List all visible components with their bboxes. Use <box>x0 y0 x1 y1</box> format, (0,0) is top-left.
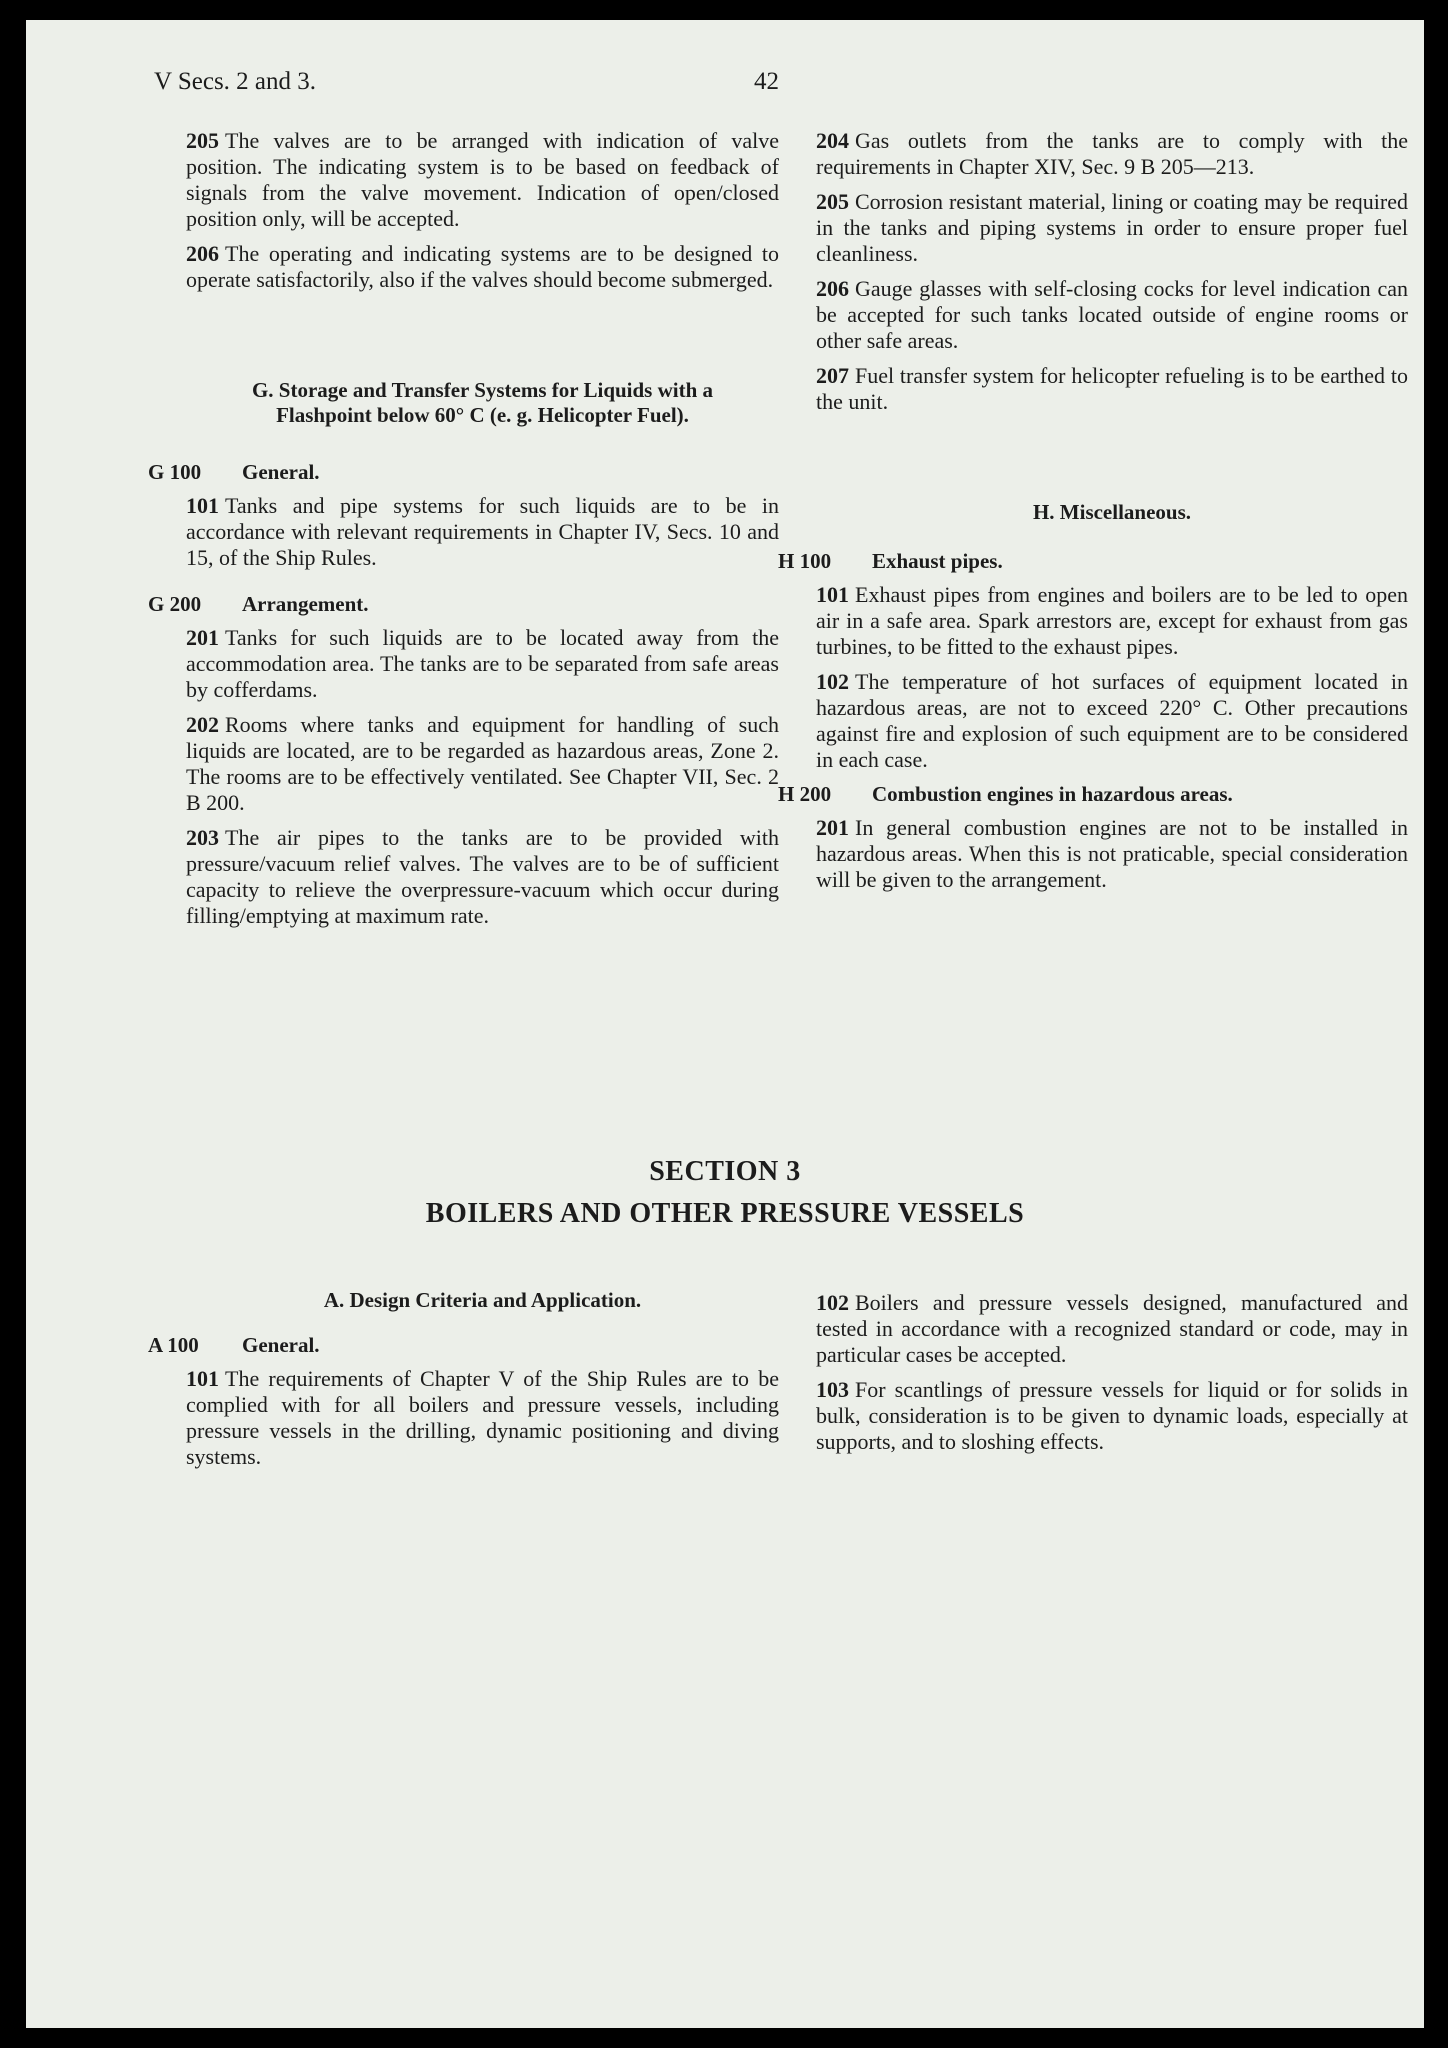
paragraph-text: The air pipes to the tanks are to be provided with pressure/vacuum relief valves. The valves are to be of sufficient capacity to relieve the overpressure-vacuum which occur during filling/emptying at maximum rate. <box>186 825 779 928</box>
subsection-g200 <box>148 592 779 617</box>
paragraph-a102 <box>816 1290 1408 1368</box>
paragraph-text: In general combustion engines are not to be installed in hazardous areas. When this is not praticable, special consideration will be given to the arrangement. <box>816 815 1408 892</box>
subsection-h100 <box>778 549 1408 574</box>
paragraph-number: 206 <box>186 241 219 266</box>
paragraph-204 <box>816 128 1408 180</box>
paragraph-h201 <box>816 815 1408 893</box>
section-a-title: A. Design Criteria and Application. <box>323 1288 642 1312</box>
paragraph-number: 201 <box>186 625 219 650</box>
paragraph-text: The operating and indicating systems are to be designed to operate satisfactorily, also if the valves should become submerged. <box>186 241 779 292</box>
paragraph-number: 102 <box>816 669 849 694</box>
paragraph-number: 205 <box>186 128 219 153</box>
paragraph-g203 <box>186 825 779 929</box>
section3-subheading: BOILERS AND OTHER PRESSURE VESSELS <box>425 1198 1025 1229</box>
paragraph-number: 102 <box>816 1290 849 1315</box>
subsection-title: Exhaust pipes. <box>872 549 1003 573</box>
document-page <box>26 20 1424 2028</box>
paragraph-a101 <box>186 1366 779 1470</box>
subsection-title: Arrangement. <box>242 592 369 616</box>
section-g-title-line2: Flashpoint below 60° C (e. g. Helicopter Fuel). <box>276 403 689 427</box>
section3-heading: SECTION 3 <box>649 1156 801 1187</box>
paragraph-a103 <box>816 1377 1408 1455</box>
paragraph-206 <box>816 276 1408 354</box>
paragraph-g101 <box>186 493 779 571</box>
subsection-title: General. <box>242 1333 320 1357</box>
paragraph-h101 <box>816 582 1408 660</box>
subsection-title: Combustion engines in hazardous areas. <box>872 782 1233 806</box>
paragraph-text: Rooms where tanks and equipment for handling of such liquids are located, are to be regarded as hazardous areas, Zone 2. The rooms are to be effectively ventilated. See Chapter VII, Sec. 2 B 200. <box>186 712 779 815</box>
paragraph-207 <box>816 363 1408 415</box>
subsection-g100 <box>148 460 779 485</box>
paragraph-number: 203 <box>186 825 219 850</box>
subsection-code: G 200 <box>148 592 202 616</box>
paragraph-number: 204 <box>816 128 849 153</box>
subsection-code: A 100 <box>148 1333 199 1357</box>
paragraph-text: Fuel transfer system for helicopter refueling is to be earthed to the unit. <box>816 363 1408 414</box>
subsection-title: General. <box>242 460 320 484</box>
section3-left-column <box>148 1288 779 1479</box>
section-g-title <box>186 378 779 428</box>
paragraph-number: 101 <box>186 493 219 518</box>
page-number: 42 <box>754 68 779 95</box>
paragraph-text: Gauge glasses with self-closing cocks for level indication can be accepted for such tanks located outside of engine rooms or other safe areas. <box>816 276 1408 353</box>
subsection-code: H 100 <box>778 549 832 573</box>
paragraph-number: 103 <box>816 1377 849 1402</box>
paragraph-text: The requirements of Chapter V of the Ship Rules are to be complied with for all boilers and pressure vessels, including pressure vessels in the drilling, dynamic positioning and diving systems. <box>186 1366 779 1469</box>
left-column-top <box>186 128 779 302</box>
running-header: V Secs. 2 and 3. <box>154 68 317 95</box>
paragraph-text: The valves are to be arranged with indication of valve position. The indicating system is to be based on feedback of signals from the valve movement. Indication of open/closed position only, will be accepted. <box>186 128 779 231</box>
paragraph-205 <box>816 189 1408 267</box>
section3-right-column <box>816 1290 1408 1464</box>
subsection-h200 <box>778 782 1408 807</box>
paragraph-205 <box>186 128 779 232</box>
paragraph-number: 201 <box>816 815 849 840</box>
subsection-a100 <box>148 1333 779 1358</box>
subsection-code: H 200 <box>778 782 832 806</box>
paragraph-number: 205 <box>816 189 849 214</box>
right-column-top <box>816 128 1408 424</box>
section-g-title-line1: G. Storage and Transfer Systems for Liquids with a <box>251 378 714 402</box>
paragraph-number: 101 <box>816 582 849 607</box>
paragraph-text: Exhaust pipes from engines and boilers are to be led to open air in a safe area. Spark arrestors are, except for exhaust from gas turbines, to be fitted to the exhaust pipes. <box>816 582 1408 659</box>
paragraph-text: Boilers and pressure vessels designed, manufactured and tested in accordance with a recognized standard or code, may in particular cases be accepted. <box>816 1290 1408 1367</box>
paragraph-text: Tanks for such liquids are to be located away from the accommodation area. The tanks are to be separated from safe areas by cofferdams. <box>186 625 779 702</box>
paragraph-text: Corrosion resistant material, lining or coating may be required in the tanks and piping systems in order to ensure proper fuel cleanliness. <box>816 189 1408 266</box>
section-h <box>778 500 1408 902</box>
paragraph-number: 206 <box>816 276 849 301</box>
subsection-code: G 100 <box>148 460 202 484</box>
paragraph-g201 <box>186 625 779 703</box>
paragraph-h102 <box>816 669 1408 773</box>
section-h-title: H. Miscellaneous. <box>1032 500 1192 524</box>
paragraph-number: 207 <box>816 363 849 388</box>
section-g <box>148 378 779 938</box>
paragraph-number: 101 <box>186 1366 219 1391</box>
paragraph-text: Tanks and pipe systems for such liquids are to be in accordance with relevant requirements in Chapter IV, Secs. 10 and 15, of the Ship Rules. <box>186 493 779 570</box>
paragraph-text: The temperature of hot surfaces of equipment located in hazardous areas, are not to exceed 220° C. Other precautions against fire and explosion of such equipment are to be considered in each case. <box>816 669 1408 772</box>
paragraph-text: Gas outlets from the tanks are to comply with the requirements in Chapter XIV, Sec. 9 B 205—213. <box>816 128 1408 179</box>
paragraph-g202 <box>186 712 779 816</box>
paragraph-text: For scantlings of pressure vessels for liquid or for solids in bulk, consideration is to be given to dynamic loads, especially at supports, and to sloshing effects. <box>816 1377 1408 1454</box>
paragraph-206 <box>186 241 779 293</box>
paragraph-number: 202 <box>186 712 219 737</box>
